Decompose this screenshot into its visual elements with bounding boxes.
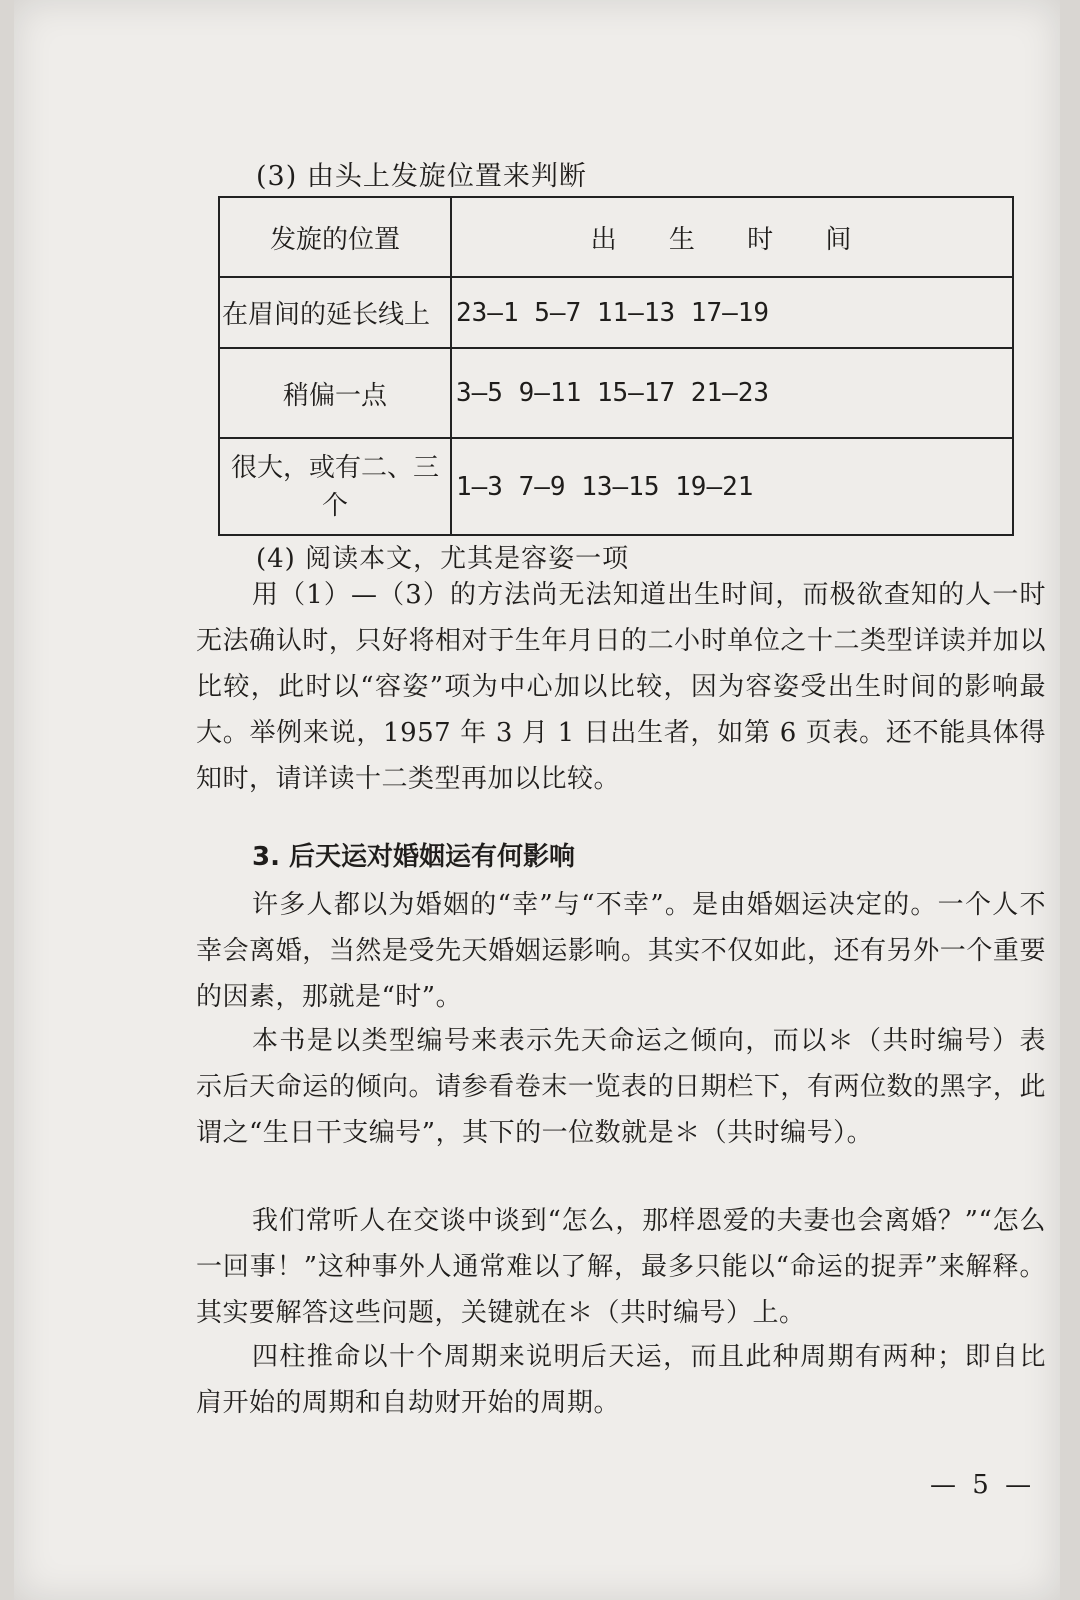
body-paragraph: 我们常听人在交谈中谈到“怎么，那样恩爱的夫妻也会离婚？”“怎么一回事！”这种事外人通常难以了解，最多只能以“命运的捉弄”来解释。其实要解答这些问题，关键就在＊（共时编号）上。 [196,1206,1046,1328]
body-paragraph: 许多人都以为婚姻的“幸”与“不幸”。是由婚姻运决定的。一个人不幸会离婚，当然是受先天婚姻运影响。其实不仅如此，还有另外一个重要的因素，那就是“时”。 [196,890,1046,1012]
row-position: 在眉间的延长线上 [219,277,451,347]
chapter-title: 3. 后天运对婚姻运有何影响 [252,842,576,872]
header-position: 发旋的位置 [219,197,451,277]
row-times: 1—3 7—9 13—15 19—21 [451,438,1013,535]
table-row [219,438,1013,535]
section-4-paragraph: 用（1）—（3）的方法尚无法知道出生时间，而极欲查知的人一时无法确认时，只好将相对于生年月日的二小时单位之十二类型详读并加以比较，此时以“容姿”项为中心加以比较，因为容姿受出生时间的影响最大。举例来说，1957 年 3 月 1 日出生者，如第 6 页表。还不能具体得知时，请详读十二类型再加以比较。 [196,580,1046,794]
birth-time-table [218,196,1014,536]
body-paragraph: 四柱推命以十个周期来说明后天运，而且此种周期有两种；即自比肩开始的周期和自劫财开始的周期。 [196,1342,1046,1418]
header-birth-time: 出 生 时 间 [451,197,1013,277]
table-row [219,277,1013,347]
row-position: 稍偏一点 [219,348,451,439]
row-times: 3—5 9—11 15—17 21—23 [451,348,1013,439]
page-number: — 5 — [930,1470,1036,1500]
section-3-heading: (3) 由头上发旋位置来判断 [256,161,587,192]
body-paragraph: 本书是以类型编号来表示先天命运之倾向，而以＊（共时编号）表示后天命运的倾向。请参看卷末一览表的日期栏下，有两位数的黑字，此谓之“生日干支编号”，其下的一位数就是＊（共时编号）。 [196,1026,1046,1148]
section-4-heading: (4) 阅读本文，尤其是容姿一项 [256,544,630,574]
row-position: 很大，或有二、三个 [219,438,451,535]
table-header-row [219,197,1013,277]
table-row [219,348,1013,439]
row-times: 23—1 5—7 11—13 17—19 [451,277,1013,347]
